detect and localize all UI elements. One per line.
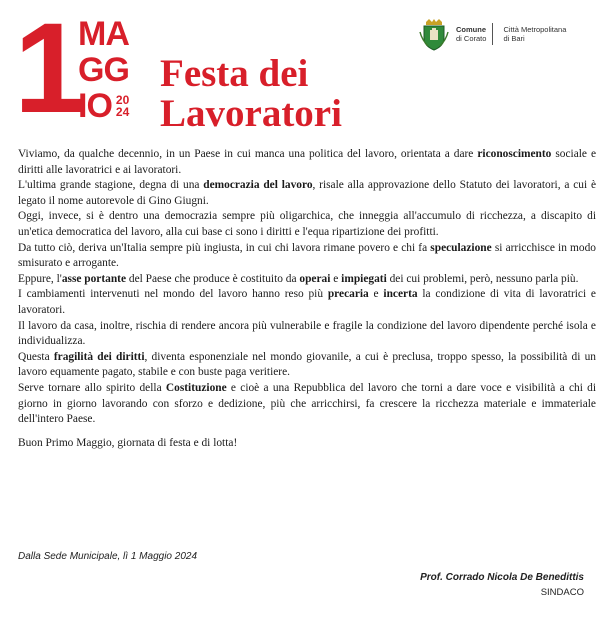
text-run: e	[330, 272, 342, 285]
paragraph	[18, 241, 596, 272]
paragraph	[18, 209, 596, 240]
logo-divider	[492, 23, 493, 45]
place-date: Dalla Sede Municipale, lì 1 Maggio 2024	[18, 551, 197, 562]
bold-phrase: democrazia del lavoro	[203, 179, 313, 192]
text-run: e cioè a una Repubblica del lavoro che torni a dare voce e visibilità a chi di giorno in giorno lavorando con sforzo e dedizione, più che arricchirsi, fa crescere la ricchezza materiale e immateriale dell'intero Paese.	[18, 381, 596, 426]
text-run: , risale alla approvazione dello Statuto dei lavoratori, a cui è legato il nome autorevole di Gino Giugni.	[18, 179, 596, 207]
text-run: Eppure, l'	[18, 272, 62, 285]
bold-phrase: Costituzione	[165, 381, 227, 394]
text-run: la condizione di vita di lavoratrici e lavoratori.	[18, 288, 596, 316]
metro-label-name: di Bari	[503, 34, 525, 43]
closing-line: Buon Primo Maggio, giornata di festa e di lotta!	[18, 436, 238, 449]
title-line-1: Festa dei	[160, 52, 309, 95]
municipality-logo	[416, 16, 566, 52]
text-run: e	[368, 288, 384, 301]
text-run: Da tutto ciò, deriva un'Italia sempre più ingiusta, in cui chi lavora rimane povero e chi fa	[18, 241, 431, 254]
text-run: Oggi, invece, si è dentro una democrazia sempre più oligarchica, che inneggia all'accumulo di ricchezza, a discapito di un'etica democratica del lavoro, alla cui base ci sono i diritti e l'equa ripartizione dei profitti.	[18, 210, 596, 238]
comune-label	[456, 25, 486, 43]
metro-label-title: Città Metropolitana	[503, 25, 567, 34]
paragraph	[18, 147, 596, 178]
year-top: 20	[115, 93, 130, 107]
paragraph	[18, 272, 596, 288]
bold-phrase: riconoscimento	[477, 148, 552, 160]
year-stack	[116, 94, 129, 118]
text-run: del Paese che produce è costituito da	[126, 272, 300, 285]
paragraph	[18, 381, 596, 428]
comune-label-name: di Corato	[456, 34, 487, 43]
paragraph	[18, 287, 596, 318]
bold-phrase: speculazione	[430, 241, 492, 254]
signer-role: SINDACO	[540, 587, 584, 598]
paragraph	[18, 178, 596, 209]
bold-phrase: asse portante	[61, 272, 127, 285]
signature-block	[420, 570, 584, 600]
date-line-io	[78, 88, 129, 124]
bold-phrase: incerta	[383, 288, 418, 301]
paragraph	[18, 350, 596, 381]
bold-phrase: operai	[299, 272, 331, 285]
page-title	[160, 54, 342, 134]
text-run: sociale e diritti alle lavoratrici e ai lavoratori.	[18, 148, 596, 176]
signer-name: Prof. Corrado Nicola De Benedittis	[420, 572, 584, 583]
date-line-ma: MA	[78, 15, 129, 53]
text-run: Questa	[18, 350, 54, 363]
text-run: , diventa esponenziale nel mondo giovanile, a cui è preclusa, troppo spesso, la possibilità di un lavoro equamente pagato, stabile e con buste paga veritiere.	[18, 350, 596, 379]
date-line-io-text: IO	[78, 87, 112, 125]
date-line-gg: GG	[78, 51, 129, 89]
paragraph	[18, 319, 596, 350]
text-run: dei cui problemi, però, nessuno parla più.	[386, 272, 579, 285]
text-run: L'ultima grande stagione, degna di una	[18, 179, 204, 192]
message-paragraphs	[18, 147, 596, 428]
coat-of-arms-icon	[416, 16, 452, 52]
text-run: si arricchisce in modo smisurato e arrogante.	[18, 241, 596, 270]
may-date-block	[78, 16, 129, 124]
bold-phrase: impiegati	[341, 272, 387, 285]
year-bottom: 24	[115, 105, 130, 119]
text-run: Il lavoro da casa, inoltre, rischia di rendere ancora più vulnerabile e fragile la condizione del lavoro dipendente perché isola e individualizza.	[18, 319, 596, 348]
text-run: Viviamo, da qualche decennio, in un Paese in cui manca una politica del lavoro, orientata a dare	[18, 148, 478, 160]
big-numeral-one: 1	[14, 0, 80, 140]
metro-label	[503, 25, 566, 43]
bold-phrase: fragilità dei diritti	[53, 350, 145, 363]
comune-label-title: Comune	[456, 25, 486, 34]
text-run: Serve tornare allo spirito della	[18, 381, 166, 394]
message-body	[18, 147, 596, 451]
title-line-2: Lavoratori	[160, 92, 342, 135]
text-run: I cambiamenti intervenuti nel mondo del lavoro hanno reso più	[18, 288, 328, 301]
bold-phrase: precaria	[327, 288, 369, 301]
